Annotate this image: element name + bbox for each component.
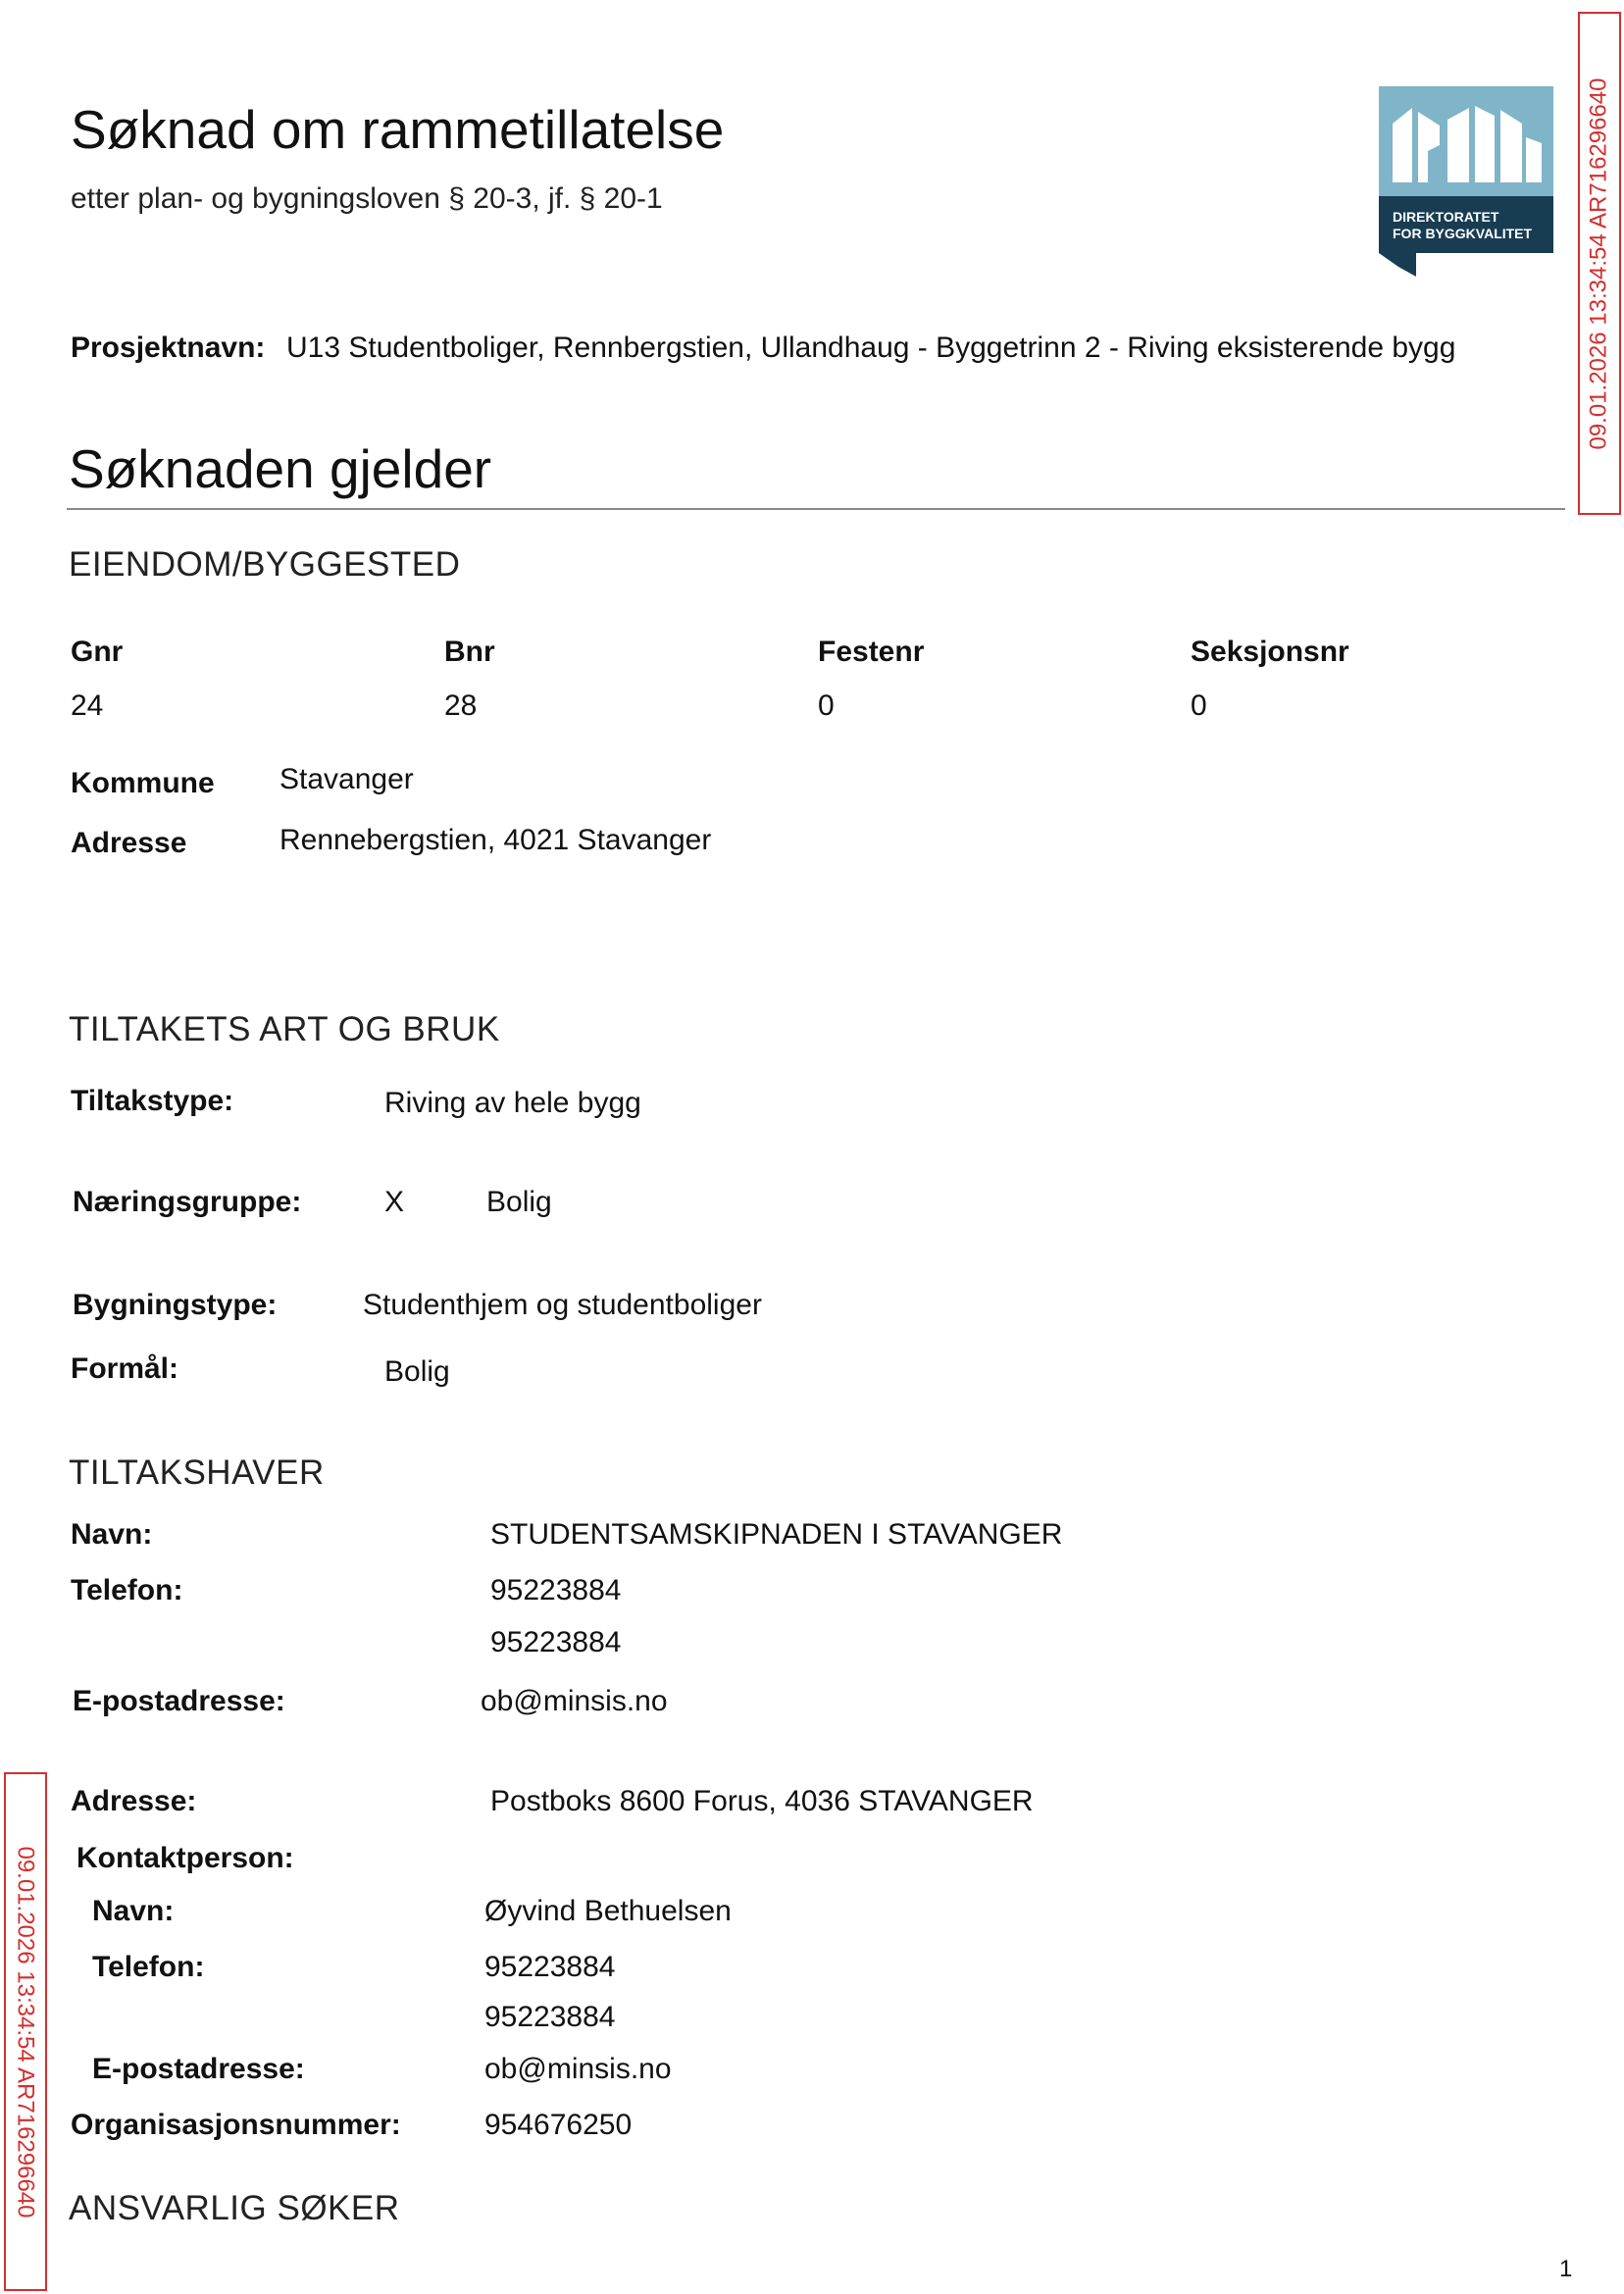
festenr-value: 0 [818, 689, 835, 722]
kontakt-telefon-label: Telefon: [92, 1951, 205, 1983]
adresse-value: Rennebergstien, 4021 Stavanger [279, 824, 712, 856]
timestamp-stamp-left [4, 1772, 47, 2291]
section-ansvarlig-heading: ANSVARLIG SØKER [69, 2189, 400, 2227]
kontakt-telefon-value-1: 95223884 [484, 1951, 616, 1983]
heading-rule [67, 508, 1565, 510]
stamp-text: 09.01.2026 13:34:54 AR716296640 [1586, 76, 1612, 450]
organisasjonsnummer-label: Organisasjonsnummer: [71, 2109, 401, 2141]
seksjonsnr-label: Seksjonsnr [1191, 636, 1349, 668]
tiltakshaver-epost-value: ob@minsis.no [481, 1685, 668, 1717]
formal-value: Bolig [384, 1355, 450, 1388]
dibk-logo-graphic [1379, 86, 1553, 277]
kontakt-epost-label: E-postadresse: [92, 2053, 305, 2085]
formal-label: Formål: [71, 1352, 179, 1385]
tiltakstype-label: Tiltakstype: [71, 1085, 234, 1117]
adresse-label: Adresse [71, 827, 187, 859]
kontakt-epost-value: ob@minsis.no [484, 2053, 672, 2085]
section-eiendom-heading: EIENDOM/BYGGESTED [69, 545, 461, 584]
naeringsgruppe-value: Bolig [486, 1186, 552, 1218]
naeringsgruppe-label: Næringsgruppe: [73, 1186, 302, 1218]
tiltakshaver-epost-label: E-postadresse: [73, 1685, 285, 1717]
gnr-label: Gnr [71, 636, 124, 668]
tiltakshaver-telefon-value-2: 95223884 [490, 1626, 622, 1658]
page-number: 1 [1559, 2256, 1573, 2282]
naeringsgruppe-code: X [384, 1186, 405, 1218]
main-heading: Søknaden gjelder [69, 438, 492, 499]
seksjonsnr-value: 0 [1191, 689, 1207, 722]
logo-line2: FOR BYGGKVALITET [1393, 226, 1533, 241]
tiltakshaver-navn-label: Navn: [71, 1518, 153, 1551]
tiltakstype-value: Riving av hele bygg [384, 1087, 641, 1119]
kommune-value: Stavanger [279, 763, 414, 795]
timestamp-stamp [1578, 12, 1621, 515]
organisasjonsnummer-value: 954676250 [484, 2109, 633, 2141]
kontaktperson-label: Kontaktperson: [76, 1842, 294, 1874]
document-title: Søknad om rammetillatelse [71, 99, 725, 160]
gnr-value: 24 [71, 689, 104, 722]
bnr-value: 28 [444, 689, 478, 722]
kontakt-navn-value: Øyvind Bethuelsen [484, 1895, 732, 1927]
tiltakshaver-navn-value: STUDENTSAMSKIPNADEN I STAVANGER [490, 1518, 1063, 1551]
section-tiltak-heading: TILTAKETS ART OG BRUK [69, 1010, 500, 1048]
bygningstype-label: Bygningstype: [73, 1289, 278, 1321]
kontakt-navn-label: Navn: [92, 1895, 175, 1927]
festenr-label: Festenr [818, 636, 925, 668]
bygningstype-value: Studenthjem og studentboliger [363, 1289, 762, 1321]
tiltakshaver-telefon-value-1: 95223884 [490, 1574, 622, 1606]
section-tiltakshaver-heading: TILTAKSHAVER [69, 1453, 325, 1492]
bnr-label: Bnr [444, 636, 495, 668]
project-label: Prosjektnavn: [71, 331, 266, 364]
tiltakshaver-adresse-label: Adresse: [71, 1785, 197, 1817]
document-subtitle: etter plan- og bygningsloven § 20-3, jf. § 20-1 [71, 182, 663, 215]
project-value: U13 Studentboliger, Rennbergstien, Ullandhaug - Byggetrinn 2 - Riving eksisterende bygg [286, 331, 1456, 364]
logo-line1: DIREKTORATET [1393, 209, 1499, 225]
stamp-text: 09.01.2026 13:34:54 AR716296640 [13, 1845, 39, 2218]
kontakt-telefon-value-2: 95223884 [484, 2001, 616, 2033]
kommune-label: Kommune [71, 767, 215, 799]
tiltakshaver-telefon-label: Telefon: [71, 1574, 183, 1606]
tiltakshaver-adresse-value: Postboks 8600 Forus, 4036 STAVANGER [490, 1785, 1034, 1817]
dibk-logo [1379, 86, 1553, 277]
